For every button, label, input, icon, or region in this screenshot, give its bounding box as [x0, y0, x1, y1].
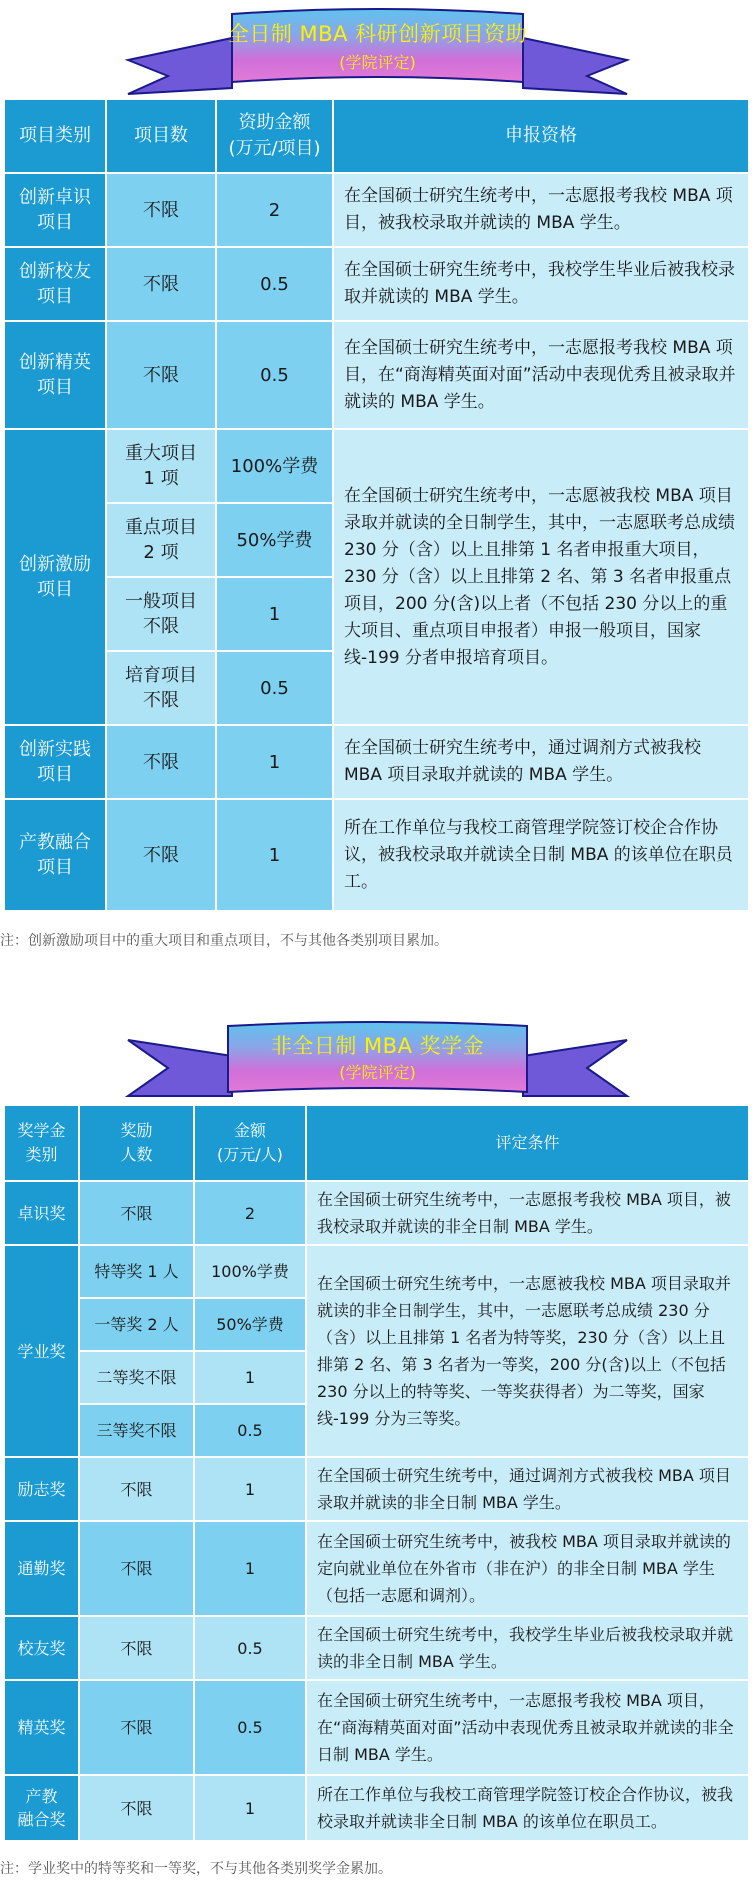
count-cell: 特等奖 1 人 [80, 1246, 195, 1299]
table-row [5, 1246, 750, 1299]
table-row [5, 174, 750, 248]
table-header-row [5, 100, 750, 174]
criteria-cell: 在全国硕士研究生统考中，一志愿报考我校 MBA 项目，被我校录取并就读的非全日制 MBA 学生。 [307, 1182, 750, 1246]
header-count: 奖励 人数 [80, 1106, 195, 1182]
amount-cell: 1 [195, 1776, 307, 1842]
amount-cell: 50%学费 [195, 1299, 307, 1352]
amount-cell: 1 [217, 800, 334, 912]
eligibility-cell: 在全国硕士研究生统考中，一志愿报考我校 MBA 项目，被我校录取并就读的 MBA 学生。 [334, 174, 750, 248]
count-cell: 不限 [80, 1522, 195, 1617]
table-note: 注：学业奖中的特等奖和一等奖，不与其他各类别奖学金累加。 [0, 1861, 392, 1877]
table-row [5, 248, 750, 322]
amount-cell: 1 [217, 578, 334, 652]
table-row [5, 1776, 750, 1842]
criteria-cell: 在全国硕士研究生统考中，通过调剂方式被我校 MBA 项目录取并就读的非全日制 MBA 学生。 [307, 1458, 750, 1522]
amount-cell: 0.5 [217, 652, 334, 726]
amount-cell: 0.5 [195, 1681, 307, 1776]
count-cell: 培育项目 不限 [107, 652, 217, 726]
category-cell: 创新实践 项目 [5, 726, 107, 800]
count-cell: 不限 [107, 800, 217, 912]
banner-subtitle: (学院评定) [339, 1063, 416, 1082]
amount-cell: 0.5 [195, 1617, 307, 1681]
count-cell: 一等奖 2 人 [80, 1299, 195, 1352]
count-cell: 不限 [80, 1776, 195, 1842]
criteria-cell: 在全国硕士研究生统考中，一志愿报考我校 MBA 项目，在“商海精英面对面”活动中表现优秀且被录取并就读的非全日制 MBA 学生。 [307, 1681, 750, 1776]
research-funding-table [5, 100, 750, 912]
amount-cell: 1 [217, 726, 334, 800]
header-category: 奖学金 类别 [5, 1106, 80, 1182]
header-criteria: 评定条件 [307, 1106, 750, 1182]
count-cell: 不限 [107, 726, 217, 800]
header-category: 项目类别 [5, 100, 107, 174]
header-amount: 金额 (万元/人) [195, 1106, 307, 1182]
scholarship-table [5, 1106, 750, 1842]
table-note: 注：创新激励项目中的重大项目和重点项目，不与其他各类别项目累加。 [0, 933, 448, 949]
banner-subtitle: (学院评定) [339, 53, 416, 72]
count-cell: 重点项目 2 项 [107, 504, 217, 578]
count-cell: 不限 [80, 1617, 195, 1681]
count-cell: 不限 [107, 322, 217, 430]
count-cell: 不限 [107, 248, 217, 322]
table-row [5, 1182, 750, 1246]
amount-cell: 2 [217, 174, 334, 248]
category-cell: 精英奖 [5, 1681, 80, 1776]
header-count: 项目数 [107, 100, 217, 174]
amount-cell: 100%学费 [217, 430, 334, 504]
category-cell: 创新卓识 项目 [5, 174, 107, 248]
count-cell: 三等奖不限 [80, 1405, 195, 1458]
header-amount: 资助金额 (万元/项目) [217, 100, 334, 174]
eligibility-cell: 在全国硕士研究生统考中，一志愿报考我校 MBA 项目，在“商海精英面对面”活动中表现优秀且被录取并就读的 MBA 学生。 [334, 322, 750, 430]
eligibility-cell: 在全国硕士研究生统考中，我校学生毕业后被我校录取并就读的 MBA 学生。 [334, 248, 750, 322]
count-cell: 二等奖不限 [80, 1352, 195, 1405]
amount-cell: 2 [195, 1182, 307, 1246]
amount-cell: 0.5 [195, 1405, 307, 1458]
category-cell: 创新激励 项目 [5, 430, 107, 726]
table-header-row [5, 1106, 750, 1182]
eligibility-cell: 所在工作单位与我校工商管理学院签订校企合作协议，被我校录取并就读全日制 MBA 的该单位在职员工。 [334, 800, 750, 912]
table-row [5, 1458, 750, 1522]
amount-cell: 100%学费 [195, 1246, 307, 1299]
amount-cell: 0.5 [217, 322, 334, 430]
table-row [5, 1522, 750, 1617]
table-row [5, 322, 750, 430]
banner-title: 非全日制 MBA 奖学金 [270, 1034, 485, 1058]
count-cell: 一般项目 不限 [107, 578, 217, 652]
table-row [5, 1617, 750, 1681]
eligibility-cell: 在全国硕士研究生统考中，通过调剂方式被我校 MBA 项目录取并就读的 MBA 学生。 [334, 726, 750, 800]
eligibility-cell: 在全国硕士研究生统考中，一志愿被我校 MBA 项目录取并就读的全日制学生，其中，一志愿联考总成绩 230 分（含）以上且排第 1 名者申报重大项目，230 分（含）以上且排第 2 名、第 3 名者申报重点项目，200 分(含)以上者（不包括 230 分以上的重大项目、重点项目申报者）申报一般项目，国家线-199 分者申报培育项目。 [334, 430, 750, 726]
category-cell: 创新校友 项目 [5, 248, 107, 322]
amount-cell: 1 [195, 1352, 307, 1405]
criteria-cell: 在全国硕士研究生统考中，被我校 MBA 项目录取并就读的定向就业单位在外省市（非在沪）的非全日制 MBA 学生（包括一志愿和调剂）。 [307, 1522, 750, 1617]
category-cell: 卓识奖 [5, 1182, 80, 1246]
table-row [5, 1681, 750, 1776]
count-cell: 重大项目 1 项 [107, 430, 217, 504]
criteria-cell: 在全国硕士研究生统考中，一志愿被我校 MBA 项目录取并就读的非全日制学生，其中，一志愿联考总成绩 230 分（含）以上且排第 1 名者为特等奖，230 分（含）以上且排第 2 名、第 3 名者为一等奖，200 分(含)以上（不包括 230 分以上的特等奖、一等奖获得者）为二等奖，国家线-199 分为三等奖。 [307, 1246, 750, 1458]
count-cell: 不限 [80, 1458, 195, 1522]
count-cell: 不限 [80, 1681, 195, 1776]
table-row [5, 726, 750, 800]
amount-cell: 1 [195, 1458, 307, 1522]
category-cell: 校友奖 [5, 1617, 80, 1681]
count-cell: 不限 [80, 1182, 195, 1246]
section1-banner [0, 8, 755, 96]
table-row [5, 800, 750, 912]
criteria-cell: 所在工作单位与我校工商管理学院签订校企合作协议，被我校录取并就读非全日制 MBA 的该单位在职员工。 [307, 1776, 750, 1842]
category-cell: 创新精英 项目 [5, 322, 107, 430]
amount-cell: 1 [195, 1522, 307, 1617]
count-cell: 不限 [107, 174, 217, 248]
table-row [5, 430, 750, 504]
banner-title: 全日制 MBA 科研创新项目资助 [227, 22, 528, 46]
header-eligibility: 申报资格 [334, 100, 750, 174]
category-cell: 产教融合 项目 [5, 800, 107, 912]
category-cell: 通勤奖 [5, 1522, 80, 1617]
category-cell: 学业奖 [5, 1246, 80, 1458]
amount-cell: 50%学费 [217, 504, 334, 578]
section2-banner [0, 1020, 755, 1102]
category-cell: 产教 融合奖 [5, 1776, 80, 1842]
criteria-cell: 在全国硕士研究生统考中，我校学生毕业后被我校录取并就读的非全日制 MBA 学生。 [307, 1617, 750, 1681]
amount-cell: 0.5 [217, 248, 334, 322]
category-cell: 励志奖 [5, 1458, 80, 1522]
